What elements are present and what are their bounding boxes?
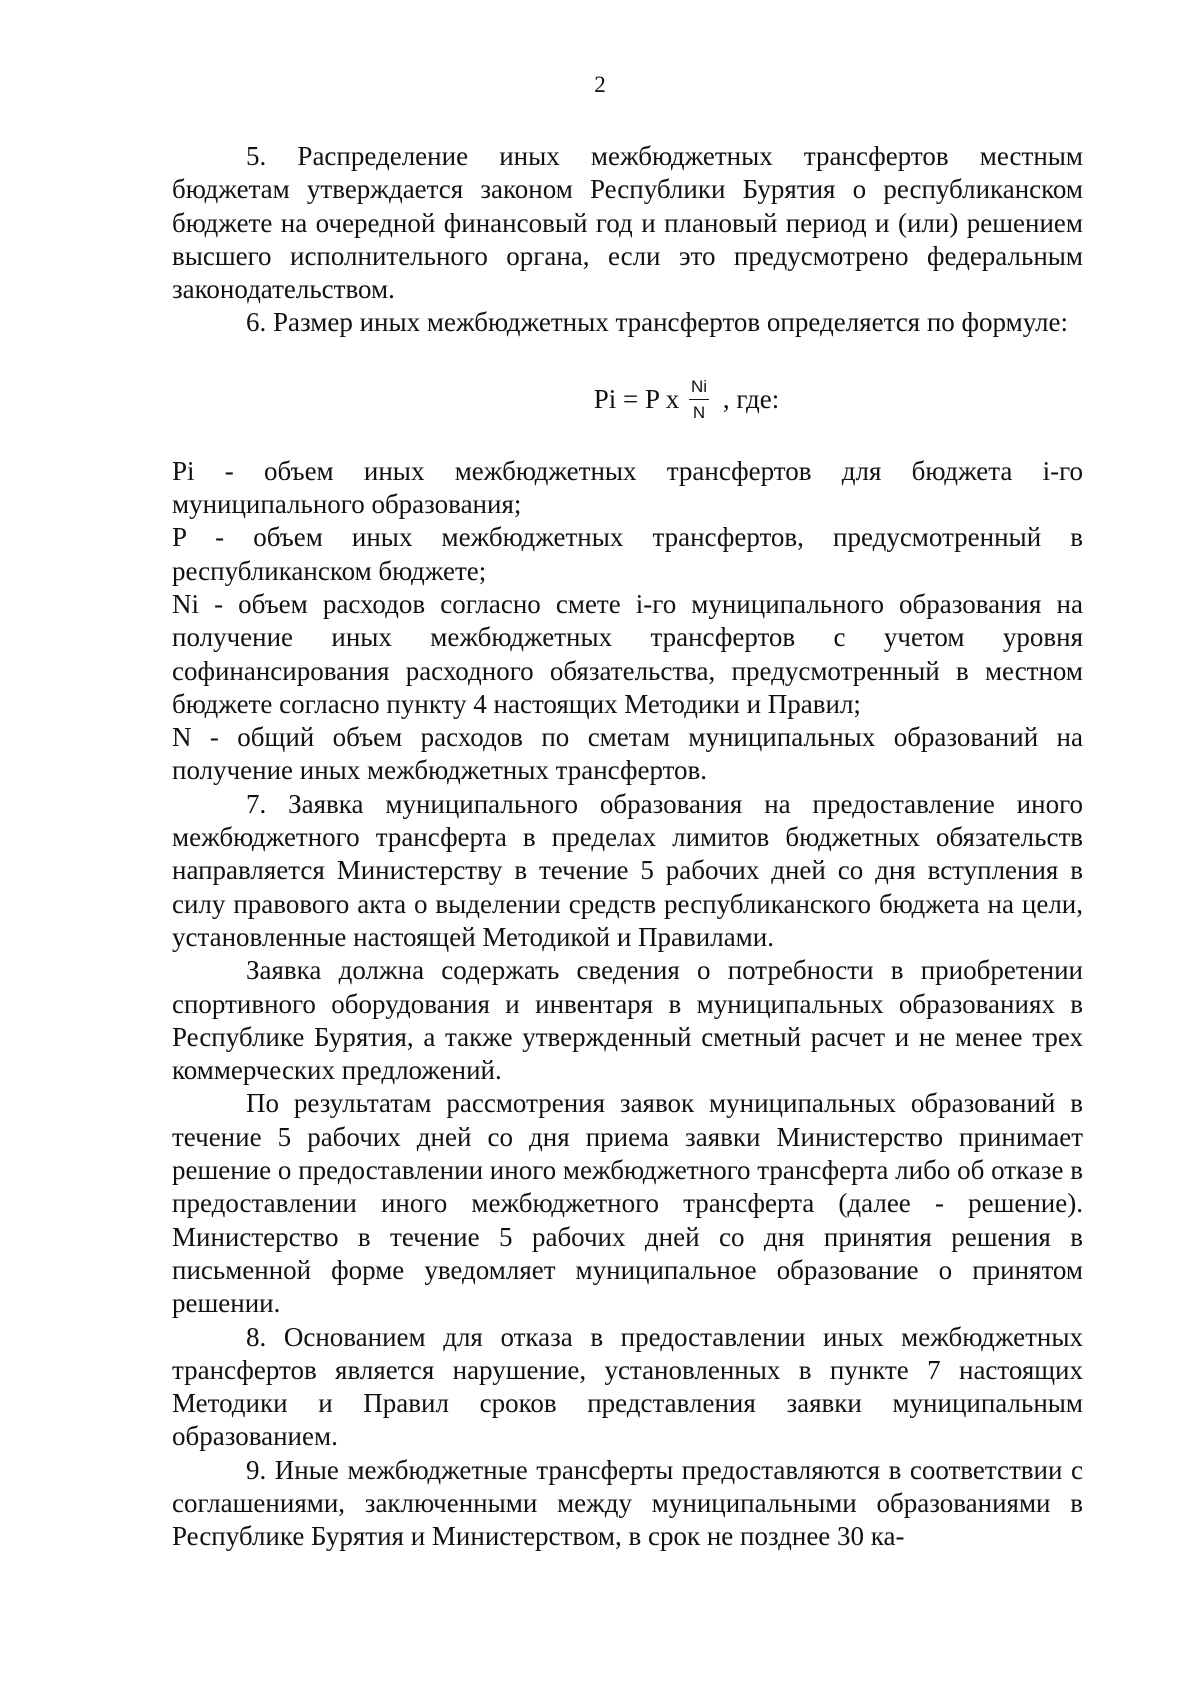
page-number: 2 bbox=[594, 72, 606, 97]
paragraph-9: 9. Иные межбюджетные трансферты предоставляются в соответствии с соглашениями, заключенными между муниципальными образованиями в Республике Бурятия и Министерством, в срок не позднее 30 ка- bbox=[172, 1454, 1083, 1552]
formula-lhs: Pi = P x bbox=[593, 384, 680, 415]
formula bbox=[172, 361, 1083, 433]
formula-denominator: N bbox=[692, 402, 706, 422]
definition-ni: Ni - объем расходов согласно смете i-го муниципального образования на получение иных межбюджетных трансфертов с учетом уровня софинансирования расходного обязательства, предусмотренный в местном бюджете согласно пункту 4 настоящих Методики и Правил; bbox=[172, 588, 1083, 719]
document-body bbox=[172, 140, 1083, 1554]
definition-p: P - объем иных межбюджетных трансфертов, предусмотренный в республиканском бюджете; bbox=[172, 522, 1083, 586]
paragraph-7: 7. Заявка муниципального образования на предоставление иного межбюджетного трансферта в пределах лимитов бюджетных обязательств направляется Министерству в течение 5 рабочих дней со дня вступления в силу правового акта о выделении средств республиканского бюджета на цели, установленные настоящей Методикой и Правилами. bbox=[172, 788, 1083, 952]
definition-n: N - общий объем расходов по сметам муниципальных образований на получение иных межбюджетных трансфертов. bbox=[172, 722, 1083, 786]
formula-numerator: Ni bbox=[689, 377, 709, 400]
definition-pi: Pi - объем иных межбюджетных трансфертов для бюджета i-го муниципального образования; bbox=[172, 455, 1083, 520]
paragraph-5: 5. Распределение иных межбюджетных трансфертов местным бюджетам утверждается законом Республики Бурятия о республиканском бюджете на очередной финансовый год и плановый период и (или) решением высшего исполнительного органа, если это предусмотрено федеральным законодательством. bbox=[172, 141, 1083, 305]
formula-tail: , где: bbox=[722, 384, 780, 415]
paragraph-7-application-content: Заявка должна содержать сведения о потребности в приобретении спортивного оборудования и инвентаря в муниципальных образованиях в Республике Бурятия, а также утвержденный сметный расчет и не менее трех коммерческих предложений. bbox=[172, 955, 1083, 1086]
paragraph-6: 6. Размер иных межбюджетных трансфертов определяется по формуле: bbox=[246, 307, 1068, 338]
paragraph-8: 8. Основанием для отказа в предоставлении иных межбюджетных трансфертов является нарушение, установленных в пункте 7 настоящих Методики и Правил сроков представления заявки муниципальным образованием. bbox=[172, 1321, 1083, 1452]
formula-fraction bbox=[689, 377, 709, 423]
paragraph-7-review: По результатам рассмотрения заявок муниципальных образований в течение 5 рабочих дней со дня приема заявки Министерство принимает решение о предоставлении иного межбюджетного трансферта либо об отказе в предоставлении иного межбюджетного трансферта (далее - решение). Министерство в течение 5 рабочих дней со дня принятия решения в письменной форме уведомляет муниципальное образование о принятом решении. bbox=[172, 1088, 1083, 1319]
